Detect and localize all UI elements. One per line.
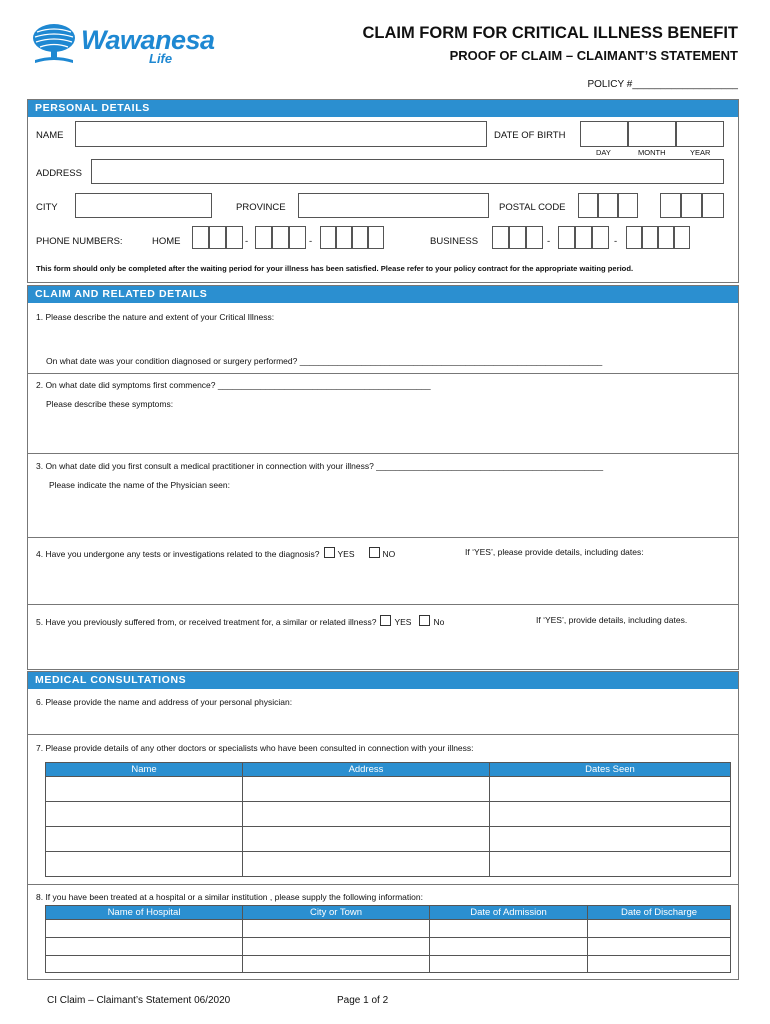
dob-year-label: YEAR: [690, 148, 711, 157]
province-field[interactable]: [298, 193, 489, 218]
column-header-dates-seen: Dates Seen: [490, 763, 731, 777]
postal-code-char[interactable]: [660, 193, 681, 218]
question-5: [36, 615, 444, 627]
postal-code-char[interactable]: [598, 193, 618, 218]
table-cell[interactable]: [430, 920, 588, 938]
question-4-no-label: NO: [382, 549, 396, 559]
home-phone-digit[interactable]: [226, 226, 243, 249]
column-header-admission: Date of Admission: [430, 906, 588, 920]
question-4-details: If ‘YES’, please provide details, including dates:: [465, 547, 644, 557]
medical-consultations-heading: MEDICAL CONSULTATIONS: [27, 671, 739, 689]
question-7: 7. Please provide details of any other doctors or specialists who have been consulted in connection with your illness:: [36, 743, 474, 753]
table-cell[interactable]: [490, 802, 731, 827]
table-cell[interactable]: [588, 920, 731, 938]
question-5-yes-checkbox[interactable]: [380, 615, 391, 626]
question-8: 8. If you have been treated at a hospital or a similar institution , please supply the following information:: [36, 892, 423, 902]
question-2[interactable]: 2. On what date did symptoms first commence? _____________________________________________: [36, 380, 431, 390]
postal-code-char[interactable]: [702, 193, 724, 218]
claim-details-heading: CLAIM AND RELATED DETAILS: [27, 285, 739, 303]
business-phone-digit[interactable]: [558, 226, 575, 249]
postal-code-label: POSTAL CODE: [499, 202, 566, 213]
table-row: [46, 777, 731, 802]
home-phone-label: HOME: [152, 236, 181, 247]
table-row: [46, 802, 731, 827]
column-header-city: City or Town: [243, 906, 430, 920]
table-cell[interactable]: [46, 852, 243, 877]
table-cell[interactable]: [243, 920, 430, 938]
question-5-no-checkbox[interactable]: [419, 615, 430, 626]
question-5-text: 5. Have you previously suffered from, or received treatment for, a similar or related illness?: [36, 617, 377, 627]
dob-label: DATE OF BIRTH: [494, 130, 566, 141]
policy-number: POLICY #___________________: [587, 79, 738, 90]
question-3[interactable]: 3. On what date did you first consult a medical practitioner in connection with your illness? ________________________________________________: [36, 461, 604, 471]
table-row: [46, 827, 731, 852]
table-row: [46, 852, 731, 877]
question-4: [36, 547, 395, 559]
table-cell[interactable]: [243, 938, 430, 956]
brand-sub: Life: [149, 51, 173, 66]
city-field[interactable]: [75, 193, 212, 218]
province-label: PROVINCE: [236, 202, 286, 213]
table-cell[interactable]: [46, 777, 243, 802]
business-phone-digit[interactable]: [674, 226, 690, 249]
table-cell[interactable]: [243, 852, 490, 877]
table-cell[interactable]: [490, 852, 731, 877]
table-cell[interactable]: [46, 827, 243, 852]
dash: -: [245, 236, 249, 247]
business-phone-digit[interactable]: [575, 226, 592, 249]
phone-numbers-label: PHONE NUMBERS:: [36, 236, 123, 247]
waiting-period-notice: This form should only be completed after the waiting period for your illness has been satisfied. Please refer to your policy contract for the appropriate waiting period.: [36, 264, 634, 273]
divider: [27, 453, 739, 454]
claim-details-section: [27, 285, 739, 670]
table-cell[interactable]: [588, 956, 731, 973]
form-subtitle: PROOF OF CLAIM – CLAIMANT’S STATEMENT: [449, 48, 738, 63]
divider: [27, 373, 739, 374]
home-phone-digit[interactable]: [320, 226, 336, 249]
business-phone-label: BUSINESS: [430, 236, 479, 247]
question-5-no-label: No: [433, 617, 445, 627]
table-cell[interactable]: [243, 956, 430, 973]
name-field[interactable]: [75, 121, 487, 147]
question-1: 1. Please describe the nature and extent of your Critical Illness:: [36, 312, 275, 322]
postal-code-char[interactable]: [681, 193, 702, 218]
dob-month-label: MONTH: [638, 148, 666, 157]
dob-month-field[interactable]: [628, 121, 676, 147]
dob-year-field[interactable]: [676, 121, 724, 147]
business-phone-digit[interactable]: [592, 226, 609, 249]
home-phone-digit[interactable]: [289, 226, 306, 249]
business-phone-digit[interactable]: [642, 226, 658, 249]
name-label: NAME: [36, 130, 64, 141]
question-4-no-checkbox[interactable]: [369, 547, 380, 558]
question-4-yes-checkbox[interactable]: [324, 547, 335, 558]
business-phone-digit[interactable]: [626, 226, 642, 249]
home-phone-digit[interactable]: [272, 226, 289, 249]
business-phone-digit[interactable]: [658, 226, 674, 249]
column-header-hospital: Name of Hospital: [46, 906, 243, 920]
divider: [27, 604, 739, 605]
question-1-date[interactable]: On what date was your condition diagnosed or surgery performed? ________________________________________________________________: [46, 356, 603, 366]
address-label: ADDRESS: [36, 168, 82, 179]
column-header-discharge: Date of Discharge: [588, 906, 731, 920]
table-row: [46, 920, 731, 938]
other-doctors-table: [45, 762, 731, 877]
divider: [27, 884, 739, 885]
home-phone-digit[interactable]: [336, 226, 352, 249]
table-cell[interactable]: [46, 938, 243, 956]
table-cell[interactable]: [243, 777, 490, 802]
table-cell[interactable]: [46, 956, 243, 973]
column-header-address: Address: [243, 763, 490, 777]
table-cell[interactable]: [588, 938, 731, 956]
business-phone-digit[interactable]: [526, 226, 543, 249]
question-3-physician: Please indicate the name of the Physician seen:: [49, 480, 230, 490]
dash: -: [547, 236, 551, 247]
dash: -: [614, 236, 618, 247]
table-cell[interactable]: [243, 802, 490, 827]
home-phone-digit[interactable]: [352, 226, 368, 249]
dob-day-field[interactable]: [580, 121, 628, 147]
personal-details-heading: PERSONAL DETAILS: [27, 99, 739, 117]
question-5-details: If ‘YES’, provide details, including dates.: [536, 615, 688, 625]
table-cell[interactable]: [430, 956, 588, 973]
question-4-text: 4. Have you undergone any tests or investigations related to the diagnosis?: [36, 549, 320, 559]
table-cell[interactable]: [46, 802, 243, 827]
form-title: CLAIM FORM FOR CRITICAL ILLNESS BENEFIT: [362, 24, 738, 42]
home-phone-digit[interactable]: [255, 226, 272, 249]
table-cell[interactable]: [490, 827, 731, 852]
column-header-name: Name: [46, 763, 243, 777]
home-phone-digit[interactable]: [192, 226, 209, 249]
footer-page-number: Page 1 of 2: [337, 995, 389, 1006]
footer-form-id: CI Claim – Claimant’s Statement 06/2020: [47, 995, 231, 1006]
home-phone-digit[interactable]: [368, 226, 384, 249]
question-6: 6. Please provide the name and address of your personal physician:: [36, 697, 293, 707]
table-row: [46, 956, 731, 973]
tree-logo-icon: [31, 22, 77, 66]
wawanesa-logo: [31, 22, 215, 70]
postal-code-char[interactable]: [578, 193, 598, 218]
table-cell[interactable]: [46, 920, 243, 938]
brand-name: Wawanesa: [81, 25, 215, 55]
divider: [27, 734, 739, 735]
table-row: [46, 938, 731, 956]
table-cell[interactable]: [430, 938, 588, 956]
dob-day-label: DAY: [596, 148, 611, 157]
business-phone-digit[interactable]: [492, 226, 509, 249]
postal-code-char[interactable]: [618, 193, 638, 218]
question-5-yes-label: YES: [394, 617, 412, 627]
divider: [27, 537, 739, 538]
table-cell[interactable]: [243, 827, 490, 852]
business-phone-digit[interactable]: [509, 226, 526, 249]
table-cell[interactable]: [490, 777, 731, 802]
question-2-symptoms: Please describe these symptoms:: [46, 399, 174, 409]
address-field[interactable]: [91, 159, 724, 184]
home-phone-digit[interactable]: [209, 226, 226, 249]
hospital-table: [45, 905, 731, 973]
question-4-yes-label: YES: [337, 549, 355, 559]
city-label: CITY: [36, 202, 58, 213]
dash: -: [309, 236, 313, 247]
